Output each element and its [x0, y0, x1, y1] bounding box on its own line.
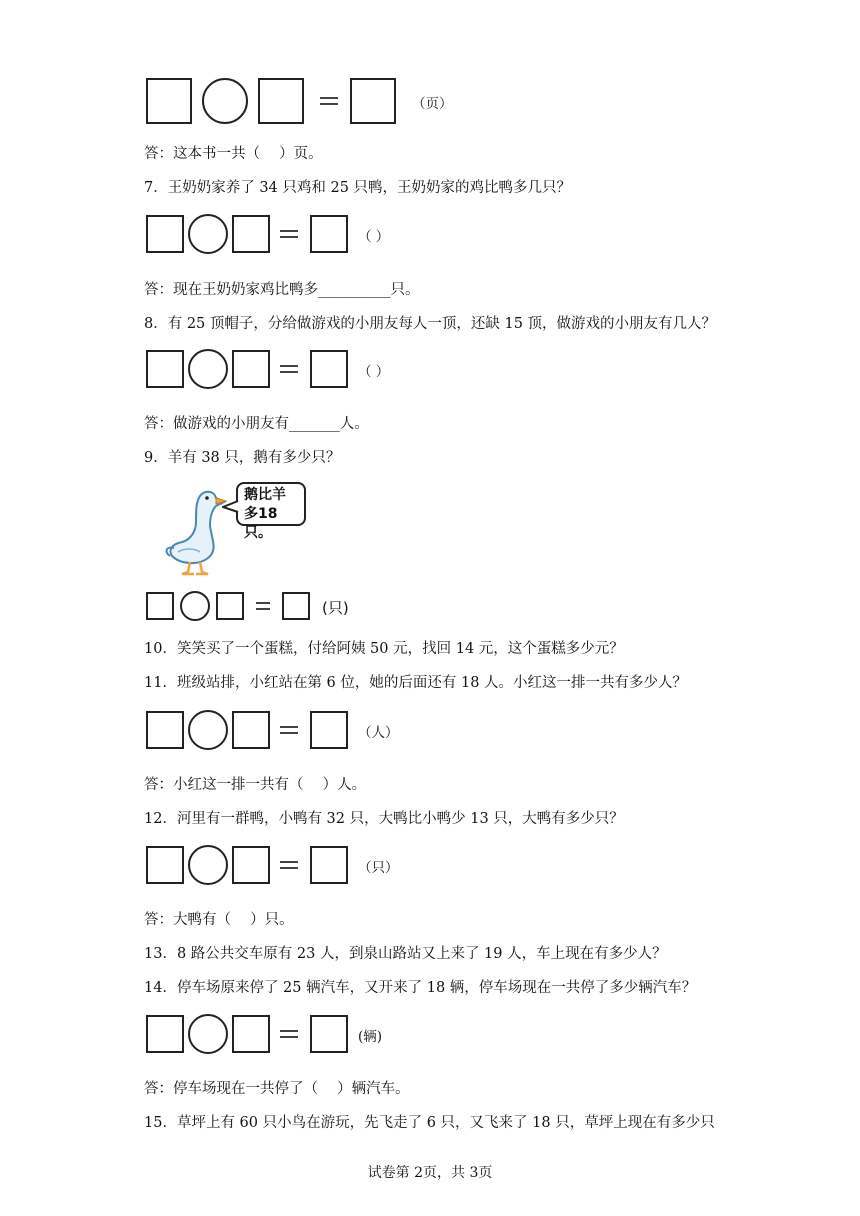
unit-label: (辆): [358, 1029, 383, 1045]
equals-sign: [256, 602, 270, 610]
answer-box-result[interactable]: [350, 78, 396, 124]
answer-box-first[interactable]: [146, 711, 184, 749]
answer-box-result[interactable]: [310, 711, 348, 749]
question-line: 9．羊有 38 只，鹅有多少只？: [144, 450, 341, 466]
operator-circle[interactable]: [188, 1014, 228, 1054]
answer-box-result[interactable]: [310, 215, 348, 253]
speech-line-2: 多18只。: [244, 506, 278, 541]
answer-box-first[interactable]: [146, 1015, 184, 1053]
equals-sign: [280, 726, 298, 734]
question-line: 8．有 25 顶帽子，分给做游戏的小朋友每人一顶，还缺 15 顶，做游戏的小朋友有几人？: [144, 316, 717, 332]
question-line: 答：这本书一共（ ）页。: [144, 146, 323, 162]
equals-sign: [320, 97, 338, 105]
operator-circle[interactable]: [188, 214, 228, 254]
question-line: 13．8 路公共交车原有 23 人，到泉山路站又上来了 19 人，车上现在有多少人？: [144, 946, 667, 962]
question-line: 答：小红这一排一共有（ ）人。: [144, 777, 367, 793]
operator-circle[interactable]: [188, 845, 228, 885]
question-line: 答：停车场现在一共停了（ ）辆汽车。: [144, 1081, 410, 1097]
answer-box-second[interactable]: [232, 350, 270, 388]
unit-label: (只): [322, 599, 349, 617]
question-line: 10．笑笑买了一个蛋糕，付给阿姨 50 元，找回 14 元，这个蛋糕多少元？: [144, 641, 624, 657]
operator-circle[interactable]: [188, 710, 228, 750]
answer-box-second[interactable]: [232, 846, 270, 884]
speech-line-1: 鹅比羊: [244, 487, 286, 503]
equals-sign: [280, 1030, 298, 1038]
answer-box-result[interactable]: [310, 1015, 348, 1053]
answer-box-second[interactable]: [258, 78, 304, 124]
answer-box-second[interactable]: [232, 1015, 270, 1053]
question-line: 7．王奶奶家养了 34 只鸡和 25 只鸭，王奶奶家的鸡比鸭多几只？: [144, 180, 572, 196]
answer-box-second[interactable]: [232, 711, 270, 749]
answer-box-first[interactable]: [146, 592, 174, 620]
unit-label: （ ）: [358, 364, 390, 380]
page-footer: 试卷第 2页，共 3页: [367, 1165, 493, 1181]
operator-circle[interactable]: [202, 78, 248, 124]
question-line: 答：大鸭有（ ）只。: [144, 912, 294, 928]
unit-label: （人）: [358, 725, 399, 741]
operator-circle[interactable]: [188, 349, 228, 389]
question-line: 14．停车场原来停了 25 辆汽车，又开来了 18 辆，停车场现在一共停了多少辆汽车？: [144, 980, 697, 996]
operator-circle[interactable]: [180, 591, 210, 621]
unit-label: （只）: [358, 860, 399, 876]
question-line: 11．班级站排，小红站在第 6 位，她的后面还有 18 人。小红这一排一共有多少人？: [144, 675, 688, 691]
answer-box-result[interactable]: [310, 350, 348, 388]
answer-box-result[interactable]: [310, 846, 348, 884]
answer-box-first[interactable]: [146, 846, 184, 884]
equals-sign: [280, 861, 298, 869]
question-line: 12．河里有一群鸭，小鸭有 32 只，大鸭比小鸭少 13 只，大鸭有多少只？: [144, 811, 624, 827]
unit-label: （页）: [412, 96, 453, 112]
equals-sign: [280, 230, 298, 238]
unit-label: （ ）: [358, 229, 390, 245]
question-line: 答：做游戏的小朋友有_______人。: [144, 416, 369, 432]
equals-sign: [280, 365, 298, 373]
answer-box-first[interactable]: [146, 350, 184, 388]
speech-bubble: [236, 482, 306, 541]
question-line: 答：现在王奶奶家鸡比鸭多__________只。: [144, 282, 420, 298]
answer-box-first[interactable]: [146, 78, 192, 124]
speech-bubble-tail: [222, 500, 240, 514]
answer-box-first[interactable]: [146, 215, 184, 253]
question-line: 15．草坪上有 60 只小鸟在游玩，先飞走了 6 只，又飞来了 18 只，草坪上现在有多少只: [144, 1115, 715, 1131]
answer-box-result[interactable]: [282, 592, 310, 620]
answer-box-second[interactable]: [216, 592, 244, 620]
answer-box-second[interactable]: [232, 215, 270, 253]
